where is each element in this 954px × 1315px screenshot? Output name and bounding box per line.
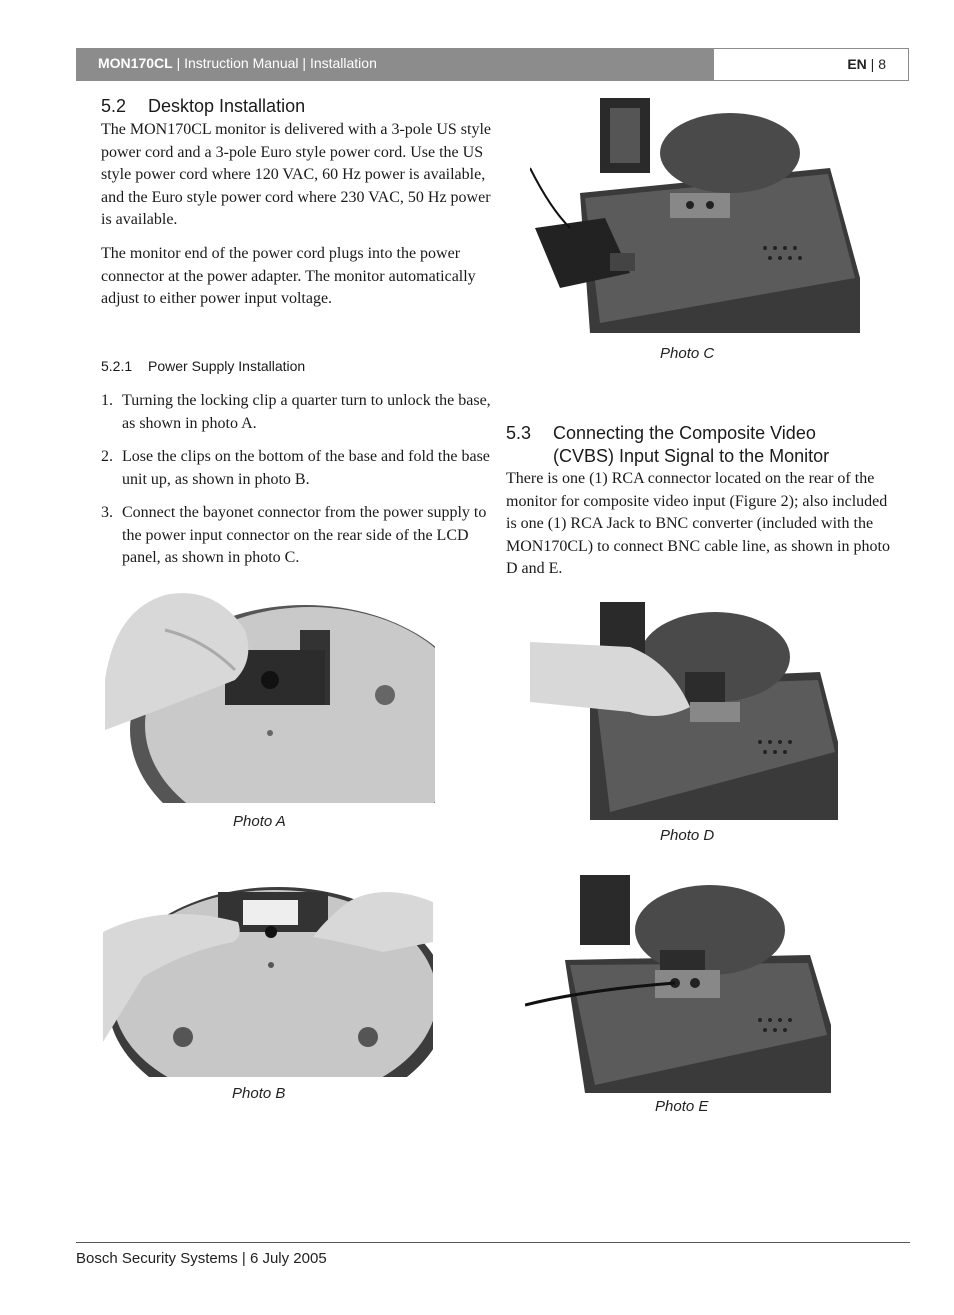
- caption-photo-e: Photo E: [655, 1098, 709, 1115]
- header-product: MON170CL: [98, 55, 173, 71]
- header-doc-title: Instruction Manual: [184, 55, 299, 71]
- paragraph-power-connector: The monitor end of the power cord plugs into the power connector at the power adapter. The monitor automatically adjust to either power input voltage.: [101, 245, 476, 307]
- photo-d-image: [530, 602, 838, 820]
- header-bar: [76, 48, 713, 81]
- caption-photo-d: Photo D: [660, 827, 715, 844]
- paragraph-composite-video: There is one (1) RCA connector located on the rear of the monitor for composite video input (Figure 2); also included is one (1) RCA Jack to BNC converter (included with the MON170CL) to connect BNC cable line, as shown in photo D and E.: [506, 470, 890, 577]
- photo-c-image: [530, 98, 860, 333]
- section-heading-5-2: [101, 96, 305, 117]
- caption-photo-a: Photo A: [233, 813, 286, 830]
- photo-e-image: [525, 875, 831, 1093]
- footer: [76, 1250, 327, 1267]
- header-separator: |: [866, 56, 879, 72]
- section-number: 5.2: [101, 96, 127, 116]
- photo-b-image: [103, 882, 433, 1077]
- section-title-line-1: Connecting the Composite Video: [553, 423, 816, 443]
- list-item: 2. Lose the clips on the bottom of the base and fold the base unit up, as shown in photo B.: [101, 448, 490, 488]
- installation-steps: [101, 390, 493, 581]
- footer-company: Bosch Security Systems: [76, 1250, 238, 1267]
- section-title: Power Supply Installation: [148, 358, 306, 374]
- header-section: Installation: [309, 55, 377, 71]
- section-heading-5-2-1: [101, 358, 305, 374]
- footer-divider: [76, 1242, 910, 1243]
- list-item: 1. Turning the locking clip a quarter turn to unlock the base, as shown in photo A.: [101, 392, 491, 432]
- footer-separator: |: [237, 1250, 250, 1267]
- header-separator: |: [172, 55, 185, 71]
- photo-a-image: [105, 590, 435, 803]
- section-title-line-2: (CVBS) Input Signal to the Monitor: [553, 446, 830, 466]
- section-number: 5.2.1: [101, 358, 133, 374]
- section-heading-5-3: [506, 422, 906, 468]
- list-item: 3. Connect the bayonet connector from the power supply to the power input connector on the rear side of the LCD panel, as shown in photo C.: [101, 504, 487, 566]
- caption-photo-b: Photo B: [232, 1085, 286, 1102]
- page-number: 8: [878, 56, 886, 72]
- caption-photo-c: Photo C: [660, 345, 715, 362]
- footer-date: 6 July 2005: [249, 1250, 327, 1267]
- header-separator: |: [298, 55, 310, 71]
- section-number: 5.3: [506, 423, 532, 443]
- header-page-box: [713, 48, 909, 81]
- section-title: Desktop Installation: [148, 96, 306, 116]
- paragraph-power-cords: The MON170CL monitor is delivered with a 3-pole US style power cord and a 3-pole Euro style power cord. Use the US style power cord where 120 VAC, 60 Hz power is available, and the Euro style power cord where 230 VAC, 50 Hz power is available.: [101, 121, 492, 228]
- header-language: EN: [847, 56, 867, 72]
